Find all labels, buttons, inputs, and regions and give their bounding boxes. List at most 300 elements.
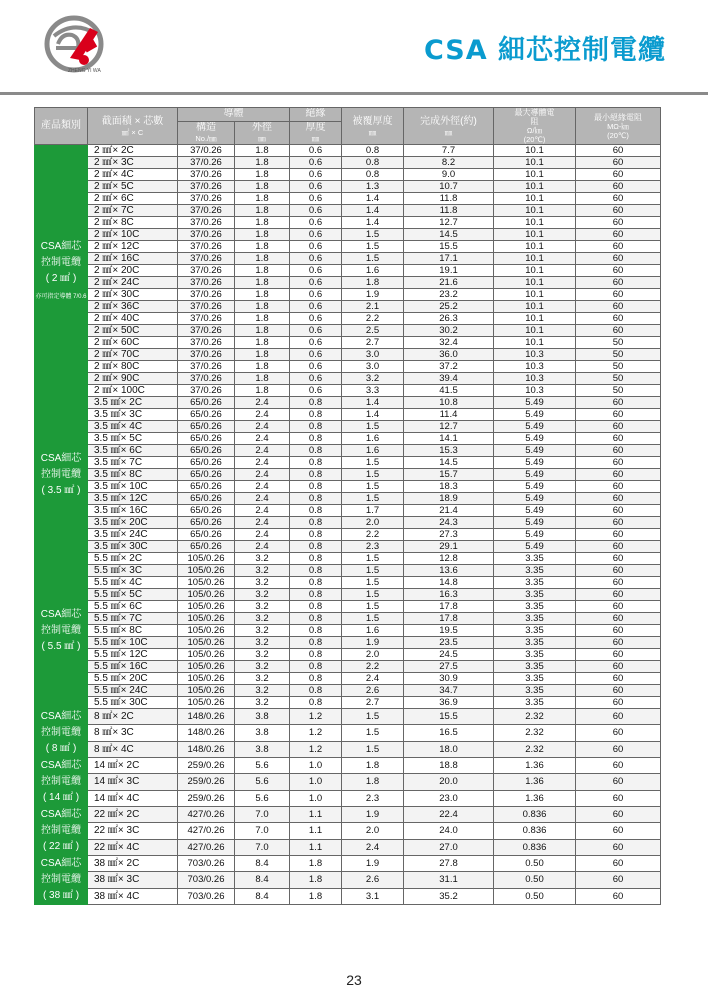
- insulation-thickness-cell: 0.8: [290, 613, 342, 625]
- construction-cell: 65/0.26: [178, 541, 235, 553]
- insulation-thickness-cell: 0.8: [290, 625, 342, 637]
- size-cell: 2 ㎟× 7C: [88, 205, 178, 217]
- table-row: [35, 725, 661, 741]
- finished-diameter-cell: 35.2: [404, 888, 494, 904]
- table-row: [35, 229, 661, 241]
- sheath-thickness-cell: 1.9: [342, 637, 404, 649]
- insulation-thickness-cell: 0.6: [290, 169, 342, 181]
- construction-cell: 65/0.26: [178, 421, 235, 433]
- category-line: CSA細芯: [40, 858, 82, 869]
- construction-cell: 37/0.26: [178, 241, 235, 253]
- category-cell: [35, 709, 88, 758]
- table-row: [35, 145, 661, 157]
- finished-diameter-cell: 31.1: [404, 872, 494, 888]
- outer-diameter-cell: 1.8: [235, 157, 290, 169]
- min-insulation-resistance-cell: 60: [576, 625, 661, 637]
- max-resistance-cell: 10.1: [494, 289, 576, 301]
- max-resistance-cell: 5.49: [494, 481, 576, 493]
- min-insulation-resistance-cell: 50: [576, 361, 661, 373]
- table-row: [35, 301, 661, 313]
- size-cell: 2 ㎟× 4C: [88, 169, 178, 181]
- finished-diameter-cell: 16.5: [404, 725, 494, 741]
- max-resistance-cell: 5.49: [494, 505, 576, 517]
- construction-cell: 105/0.26: [178, 697, 235, 709]
- construction-cell: 37/0.26: [178, 385, 235, 397]
- construction-cell: 65/0.26: [178, 445, 235, 457]
- sheath-thickness-cell: 1.9: [342, 856, 404, 872]
- max-resistance-cell: 5.49: [494, 445, 576, 457]
- min-insulation-resistance-cell: 60: [576, 265, 661, 277]
- category-line: ( 5.5 ㎟ ): [41, 640, 81, 652]
- max-resistance-cell: 2.32: [494, 725, 576, 741]
- insulation-thickness-cell: 0.8: [290, 529, 342, 541]
- sheath-thickness-cell: 2.0: [342, 649, 404, 661]
- outer-diameter-cell: 2.4: [235, 481, 290, 493]
- size-cell: 3.5 ㎟× 4C: [88, 421, 178, 433]
- sheath-thickness-cell: 1.6: [342, 433, 404, 445]
- size-cell: 2 ㎟× 40C: [88, 313, 178, 325]
- outer-diameter-cell: 2.4: [235, 433, 290, 445]
- finished-diameter-cell: 36.0: [404, 349, 494, 361]
- insulation-thickness-cell: 0.6: [290, 361, 342, 373]
- size-cell: 38 ㎟× 2C: [88, 856, 178, 872]
- min-insulation-resistance-cell: 60: [576, 741, 661, 757]
- table-row: [35, 385, 661, 397]
- construction-cell: 37/0.26: [178, 277, 235, 289]
- max-resistance-cell: 5.49: [494, 517, 576, 529]
- construction-cell: 148/0.26: [178, 709, 235, 725]
- category-line: ( 2 ㎟ ): [45, 273, 77, 284]
- construction-cell: 427/0.26: [178, 839, 235, 855]
- header-min-insulation-resistance: 最小絕緣電阻 MΩ-㎞ (20℃): [576, 108, 661, 145]
- finished-diameter-cell: 14.5: [404, 229, 494, 241]
- finished-diameter-cell: 23.5: [404, 637, 494, 649]
- insulation-thickness-cell: 1.8: [290, 888, 342, 904]
- construction-cell: 37/0.26: [178, 205, 235, 217]
- page-title: CSA 細芯控制電纜: [423, 35, 666, 66]
- outer-diameter-cell: 1.8: [235, 313, 290, 325]
- sheath-thickness-cell: 3.0: [342, 361, 404, 373]
- sheath-thickness-cell: 1.5: [342, 493, 404, 505]
- outer-diameter-cell: 7.0: [235, 823, 290, 839]
- size-cell: 14 ㎟× 3C: [88, 774, 178, 790]
- construction-cell: 37/0.26: [178, 229, 235, 241]
- size-cell: 5.5 ㎟× 5C: [88, 589, 178, 601]
- insulation-thickness-cell: 0.6: [290, 157, 342, 169]
- outer-diameter-cell: 3.8: [235, 741, 290, 757]
- insulation-thickness-cell: 1.2: [290, 741, 342, 757]
- sheath-thickness-cell: 3.0: [342, 349, 404, 361]
- size-cell: 5.5 ㎟× 30C: [88, 697, 178, 709]
- finished-diameter-cell: 18.0: [404, 741, 494, 757]
- max-resistance-cell: 10.1: [494, 301, 576, 313]
- sheath-thickness-cell: 1.5: [342, 481, 404, 493]
- max-resistance-cell: 3.35: [494, 661, 576, 673]
- table-row: [35, 774, 661, 790]
- construction-cell: 37/0.26: [178, 157, 235, 169]
- min-insulation-resistance-cell: 60: [576, 217, 661, 229]
- max-resistance-cell: 10.1: [494, 253, 576, 265]
- outer-diameter-cell: 1.8: [235, 373, 290, 385]
- sheath-thickness-cell: 2.2: [342, 529, 404, 541]
- finished-diameter-cell: 24.0: [404, 823, 494, 839]
- insulation-thickness-cell: 0.8: [290, 637, 342, 649]
- outer-diameter-cell: 2.4: [235, 421, 290, 433]
- finished-diameter-cell: 12.8: [404, 553, 494, 565]
- outer-diameter-cell: 1.8: [235, 349, 290, 361]
- insulation-thickness-cell: 0.6: [290, 193, 342, 205]
- finished-diameter-cell: 19.1: [404, 265, 494, 277]
- outer-diameter-cell: 5.6: [235, 774, 290, 790]
- outer-diameter-cell: 7.0: [235, 807, 290, 823]
- insulation-thickness-cell: 0.8: [290, 601, 342, 613]
- max-resistance-cell: 0.50: [494, 856, 576, 872]
- insulation-thickness-cell: 0.6: [290, 337, 342, 349]
- max-resistance-cell: 5.49: [494, 409, 576, 421]
- construction-cell: 427/0.26: [178, 807, 235, 823]
- header-finished-diameter: 完成外徑(約) ㎜: [404, 108, 494, 145]
- sheath-thickness-cell: 0.8: [342, 157, 404, 169]
- outer-diameter-cell: 1.8: [235, 337, 290, 349]
- min-insulation-resistance-cell: 60: [576, 601, 661, 613]
- finished-diameter-cell: 30.2: [404, 325, 494, 337]
- outer-diameter-cell: 1.8: [235, 277, 290, 289]
- table-row: [35, 601, 661, 613]
- size-cell: 2 ㎟× 100C: [88, 385, 178, 397]
- outer-diameter-cell: 1.8: [235, 301, 290, 313]
- min-insulation-resistance-cell: 60: [576, 505, 661, 517]
- size-cell: 2 ㎟× 80C: [88, 361, 178, 373]
- finished-diameter-cell: 18.8: [404, 758, 494, 774]
- max-resistance-cell: 10.1: [494, 265, 576, 277]
- finished-diameter-cell: 21.6: [404, 277, 494, 289]
- table-row: [35, 856, 661, 872]
- table-row: [35, 241, 661, 253]
- size-cell: 5.5 ㎟× 3C: [88, 565, 178, 577]
- min-insulation-resistance-cell: 60: [576, 823, 661, 839]
- max-resistance-cell: 10.1: [494, 217, 576, 229]
- table-row: [35, 505, 661, 517]
- insulation-thickness-cell: 0.8: [290, 589, 342, 601]
- outer-diameter-cell: 3.2: [235, 553, 290, 565]
- construction-cell: 703/0.26: [178, 856, 235, 872]
- sheath-thickness-cell: 1.5: [342, 421, 404, 433]
- construction-cell: 105/0.26: [178, 589, 235, 601]
- max-resistance-cell: 5.49: [494, 529, 576, 541]
- max-resistance-cell: 1.36: [494, 790, 576, 806]
- table-row: [35, 697, 661, 709]
- construction-cell: 105/0.26: [178, 673, 235, 685]
- insulation-thickness-cell: 0.6: [290, 205, 342, 217]
- outer-diameter-cell: 2.4: [235, 529, 290, 541]
- table-row: [35, 469, 661, 481]
- sheath-thickness-cell: 1.4: [342, 217, 404, 229]
- finished-diameter-cell: 14.8: [404, 577, 494, 589]
- construction-cell: 105/0.26: [178, 637, 235, 649]
- min-insulation-resistance-cell: 60: [576, 661, 661, 673]
- outer-diameter-cell: 3.2: [235, 577, 290, 589]
- min-insulation-resistance-cell: 50: [576, 373, 661, 385]
- finished-diameter-cell: 7.7: [404, 145, 494, 157]
- finished-diameter-cell: 27.5: [404, 661, 494, 673]
- table-row: [35, 823, 661, 839]
- max-resistance-cell: 10.3: [494, 385, 576, 397]
- construction-cell: 105/0.26: [178, 625, 235, 637]
- size-cell: 3.5 ㎟× 16C: [88, 505, 178, 517]
- insulation-thickness-cell: 0.6: [290, 217, 342, 229]
- min-insulation-resistance-cell: 50: [576, 337, 661, 349]
- construction-cell: 259/0.26: [178, 758, 235, 774]
- construction-cell: 65/0.26: [178, 457, 235, 469]
- finished-diameter-cell: 22.4: [404, 807, 494, 823]
- size-cell: 8 ㎟× 4C: [88, 741, 178, 757]
- table-row: [35, 577, 661, 589]
- construction-cell: 37/0.26: [178, 181, 235, 193]
- size-cell: 5.5 ㎟× 16C: [88, 661, 178, 673]
- spec-table: [34, 107, 661, 905]
- outer-diameter-cell: 3.8: [235, 725, 290, 741]
- sheath-thickness-cell: 1.5: [342, 741, 404, 757]
- max-resistance-cell: 3.35: [494, 601, 576, 613]
- table-row: [35, 277, 661, 289]
- category-cell: [35, 145, 88, 397]
- size-cell: 2 ㎟× 8C: [88, 217, 178, 229]
- outer-diameter-cell: 1.8: [235, 205, 290, 217]
- construction-cell: 65/0.26: [178, 505, 235, 517]
- table-row: [35, 553, 661, 565]
- outer-diameter-cell: 1.8: [235, 385, 290, 397]
- insulation-thickness-cell: 0.6: [290, 181, 342, 193]
- sheath-thickness-cell: 1.8: [342, 758, 404, 774]
- sheath-thickness-cell: 2.5: [342, 325, 404, 337]
- sheath-thickness-cell: 2.4: [342, 839, 404, 855]
- max-resistance-cell: 10.1: [494, 277, 576, 289]
- sheath-thickness-cell: 1.5: [342, 565, 404, 577]
- category-line: CSA細芯: [40, 711, 82, 722]
- table-row: [35, 673, 661, 685]
- sheath-thickness-cell: 3.1: [342, 888, 404, 904]
- insulation-thickness-cell: 0.6: [290, 385, 342, 397]
- sheath-thickness-cell: 1.5: [342, 457, 404, 469]
- size-cell: 2 ㎟× 3C: [88, 157, 178, 169]
- outer-diameter-cell: 7.0: [235, 839, 290, 855]
- size-cell: 2 ㎟× 6C: [88, 193, 178, 205]
- category-note: 亦可指定導體 7/0.6: [35, 294, 87, 300]
- construction-cell: 37/0.26: [178, 313, 235, 325]
- insulation-thickness-cell: 0.6: [290, 241, 342, 253]
- table-row: [35, 888, 661, 904]
- construction-cell: 105/0.26: [178, 565, 235, 577]
- min-insulation-resistance-cell: 60: [576, 774, 661, 790]
- insulation-thickness-cell: 0.8: [290, 397, 342, 409]
- min-insulation-resistance-cell: 60: [576, 313, 661, 325]
- category-cell: [35, 758, 88, 807]
- construction-cell: 65/0.26: [178, 409, 235, 421]
- min-insulation-resistance-cell: 60: [576, 409, 661, 421]
- min-insulation-resistance-cell: 50: [576, 385, 661, 397]
- min-insulation-resistance-cell: 60: [576, 433, 661, 445]
- insulation-thickness-cell: 0.8: [290, 469, 342, 481]
- insulation-thickness-cell: 0.8: [290, 517, 342, 529]
- brand-logo-icon: [40, 14, 112, 76]
- sheath-thickness-cell: 2.2: [342, 313, 404, 325]
- finished-diameter-cell: 23.0: [404, 790, 494, 806]
- min-insulation-resistance-cell: 60: [576, 577, 661, 589]
- insulation-thickness-cell: 0.8: [290, 433, 342, 445]
- min-insulation-resistance-cell: 60: [576, 589, 661, 601]
- category-line: CSA細芯: [40, 608, 82, 620]
- sheath-thickness-cell: 2.0: [342, 517, 404, 529]
- outer-diameter-cell: 1.8: [235, 217, 290, 229]
- finished-diameter-cell: 8.2: [404, 157, 494, 169]
- max-resistance-cell: 5.49: [494, 457, 576, 469]
- table-row: [35, 421, 661, 433]
- min-insulation-resistance-cell: 60: [576, 481, 661, 493]
- construction-cell: 37/0.26: [178, 193, 235, 205]
- sheath-thickness-cell: 2.3: [342, 541, 404, 553]
- insulation-thickness-cell: 1.1: [290, 807, 342, 823]
- finished-diameter-cell: 24.3: [404, 517, 494, 529]
- insulation-thickness-cell: 1.1: [290, 839, 342, 855]
- sheath-thickness-cell: 1.6: [342, 265, 404, 277]
- max-resistance-cell: 5.49: [494, 541, 576, 553]
- min-insulation-resistance-cell: 60: [576, 839, 661, 855]
- max-resistance-cell: 0.50: [494, 888, 576, 904]
- table-row: [35, 181, 661, 193]
- min-insulation-resistance-cell: 60: [576, 529, 661, 541]
- min-insulation-resistance-cell: 60: [576, 872, 661, 888]
- size-cell: 5.5 ㎟× 2C: [88, 553, 178, 565]
- outer-diameter-cell: 1.8: [235, 265, 290, 277]
- max-resistance-cell: 0.50: [494, 872, 576, 888]
- construction-cell: 37/0.26: [178, 253, 235, 265]
- table-row: [35, 589, 661, 601]
- min-insulation-resistance-cell: 60: [576, 277, 661, 289]
- size-cell: 5.5 ㎟× 20C: [88, 673, 178, 685]
- outer-diameter-cell: 8.4: [235, 888, 290, 904]
- outer-diameter-cell: 1.8: [235, 145, 290, 157]
- insulation-thickness-cell: 1.0: [290, 774, 342, 790]
- sheath-thickness-cell: 1.8: [342, 774, 404, 790]
- finished-diameter-cell: 15.7: [404, 469, 494, 481]
- sheath-thickness-cell: 3.2: [342, 373, 404, 385]
- outer-diameter-cell: 3.2: [235, 625, 290, 637]
- construction-cell: 259/0.26: [178, 774, 235, 790]
- outer-diameter-cell: 3.2: [235, 565, 290, 577]
- construction-cell: 148/0.26: [178, 725, 235, 741]
- header-size: 截面積 × 芯數 ㎟ × C: [88, 108, 178, 145]
- max-resistance-cell: 5.49: [494, 469, 576, 481]
- insulation-thickness-cell: 0.8: [290, 493, 342, 505]
- finished-diameter-cell: 24.5: [404, 649, 494, 661]
- outer-diameter-cell: 3.2: [235, 697, 290, 709]
- size-cell: 5.5 ㎟× 4C: [88, 577, 178, 589]
- category-line: 控制電纜: [41, 468, 81, 480]
- outer-diameter-cell: 1.8: [235, 169, 290, 181]
- min-insulation-resistance-cell: 60: [576, 181, 661, 193]
- table-row: [35, 349, 661, 361]
- insulation-thickness-cell: 0.8: [290, 685, 342, 697]
- header-outer-diameter: 外徑 ㎜: [235, 121, 290, 144]
- category-line: CSA細芯: [40, 760, 82, 771]
- sheath-thickness-cell: 2.3: [342, 790, 404, 806]
- finished-diameter-cell: 11.8: [404, 193, 494, 205]
- insulation-thickness-cell: 0.8: [290, 577, 342, 589]
- min-insulation-resistance-cell: 60: [576, 241, 661, 253]
- max-resistance-cell: 0.836: [494, 839, 576, 855]
- sheath-thickness-cell: 1.4: [342, 205, 404, 217]
- header-category: 產品類別: [35, 108, 88, 145]
- size-cell: 5.5 ㎟× 7C: [88, 613, 178, 625]
- header-sheath: 被覆厚度 ㎜: [342, 108, 404, 145]
- sheath-thickness-cell: 1.6: [342, 625, 404, 637]
- outer-diameter-cell: 2.4: [235, 493, 290, 505]
- finished-diameter-cell: 15.5: [404, 241, 494, 253]
- table-row: [35, 625, 661, 637]
- max-resistance-cell: 2.32: [494, 741, 576, 757]
- size-cell: 2 ㎟× 12C: [88, 241, 178, 253]
- table-row: [35, 758, 661, 774]
- construction-cell: 37/0.26: [178, 217, 235, 229]
- sheath-thickness-cell: 1.7: [342, 505, 404, 517]
- sheath-thickness-cell: 1.5: [342, 229, 404, 241]
- min-insulation-resistance-cell: 60: [576, 725, 661, 741]
- size-cell: 14 ㎟× 2C: [88, 758, 178, 774]
- construction-cell: 105/0.26: [178, 661, 235, 673]
- outer-diameter-cell: 2.4: [235, 457, 290, 469]
- sheath-thickness-cell: 2.1: [342, 301, 404, 313]
- table-row: [35, 313, 661, 325]
- finished-diameter-cell: 37.2: [404, 361, 494, 373]
- construction-cell: 37/0.26: [178, 301, 235, 313]
- construction-cell: 37/0.26: [178, 145, 235, 157]
- size-cell: 3.5 ㎟× 30C: [88, 541, 178, 553]
- sheath-thickness-cell: 1.4: [342, 409, 404, 421]
- finished-diameter-cell: 21.4: [404, 505, 494, 517]
- insulation-thickness-cell: 0.8: [290, 409, 342, 421]
- min-insulation-resistance-cell: 60: [576, 169, 661, 181]
- size-cell: 5.5 ㎟× 8C: [88, 625, 178, 637]
- size-cell: 2 ㎟× 60C: [88, 337, 178, 349]
- finished-diameter-cell: 9.0: [404, 169, 494, 181]
- size-cell: 3.5 ㎟× 8C: [88, 469, 178, 481]
- outer-diameter-cell: 8.4: [235, 872, 290, 888]
- max-resistance-cell: 10.1: [494, 337, 576, 349]
- finished-diameter-cell: 27.0: [404, 839, 494, 855]
- min-insulation-resistance-cell: 60: [576, 807, 661, 823]
- category-line: 控制電纜: [41, 624, 81, 636]
- sheath-thickness-cell: 1.4: [342, 397, 404, 409]
- max-resistance-cell: 0.836: [494, 823, 576, 839]
- max-resistance-cell: 10.1: [494, 325, 576, 337]
- max-resistance-cell: 3.35: [494, 589, 576, 601]
- finished-diameter-cell: 34.7: [404, 685, 494, 697]
- construction-cell: 105/0.26: [178, 649, 235, 661]
- table-row: [35, 157, 661, 169]
- table-row: [35, 193, 661, 205]
- size-cell: 2 ㎟× 70C: [88, 349, 178, 361]
- construction-cell: 37/0.26: [178, 325, 235, 337]
- insulation-thickness-cell: 0.8: [290, 421, 342, 433]
- category-line: ( 14 ㎟ ): [42, 792, 80, 803]
- max-resistance-cell: 10.1: [494, 205, 576, 217]
- max-resistance-cell: 10.1: [494, 241, 576, 253]
- outer-diameter-cell: 3.2: [235, 673, 290, 685]
- insulation-thickness-cell: 0.8: [290, 565, 342, 577]
- insulation-thickness-cell: 1.0: [290, 790, 342, 806]
- max-resistance-cell: 10.1: [494, 157, 576, 169]
- min-insulation-resistance-cell: 60: [576, 709, 661, 725]
